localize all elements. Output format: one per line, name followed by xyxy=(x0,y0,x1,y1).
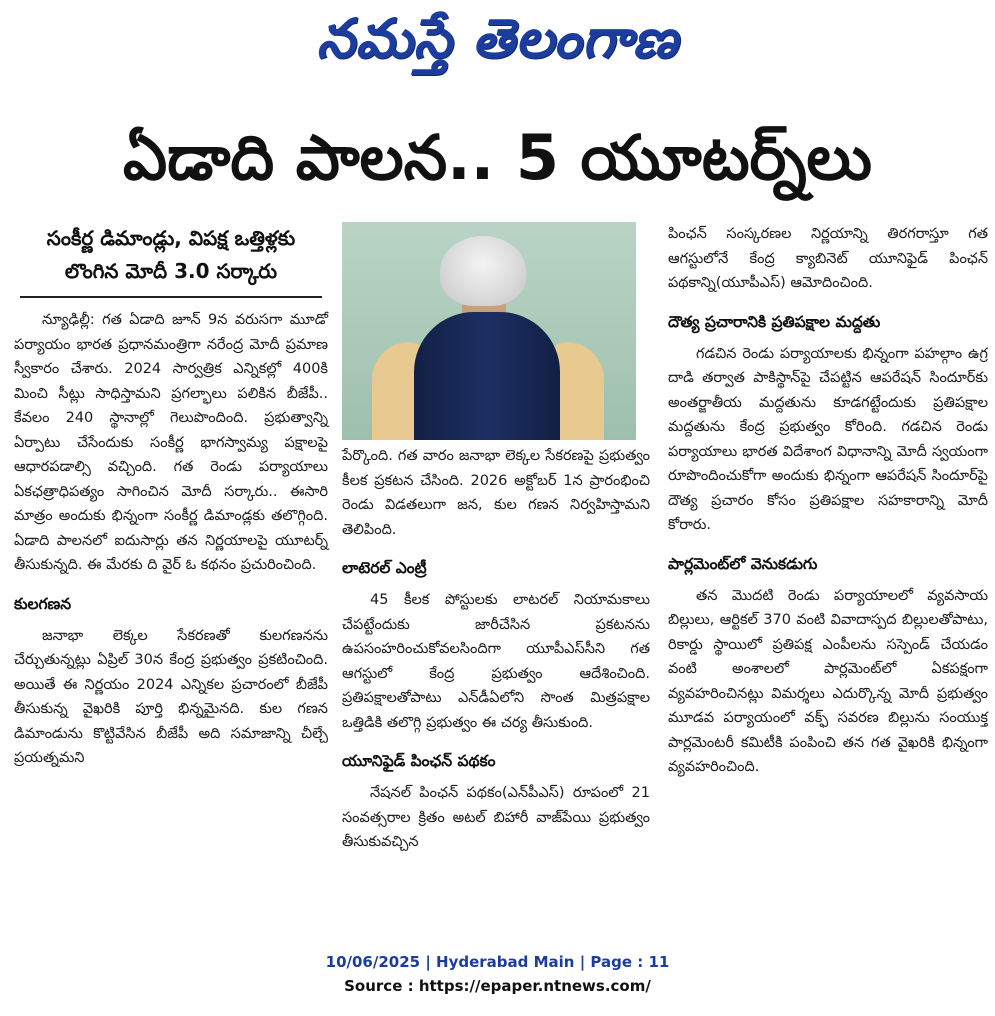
section-heading-unified-pension: యూనిఫైడ్ పింఛన్ పథకం xyxy=(342,752,496,770)
middle-column xyxy=(342,222,650,855)
photo-head xyxy=(440,236,526,306)
subheadline-line-1: సంకీర్ణ డిమాండ్లు, విపక్ష ఒత్తిళ్లకు xyxy=(46,226,296,250)
unified-pension-paragraph: నేషనల్ పింఛన్ పథకం(ఎన్‌పీఎస్) రూపంలో 21 సంవత్సరాల క్రితం అటల్ బిహారీ వాజ్‌పేయి ప్రభుత్వం తీసుకువచ్చిన xyxy=(342,785,650,850)
parliament-paragraph: తన మొదటి రెండు పర్యాయాలలో వ్యవసాయ బిల్లులు, ఆర్టికల్ 370 వంటి వివాదాస్పద బిల్లులతోపాటు, రికార్డు స్థాయిలో ప్రతిపక్ష ఎంపీలను సస్పెండ్ చేయడం వంటి అంశాలలో పార్లమెంట్‌లో ఏకపక్షంగా వ్యవహరించినట్లు విమర్శలు ఎదుర్కొన్న మోదీ ప్రభుత్వం మూడవ పర్యాయంలో వక్ఫ్ సవరణ బిల్లును సంయుక్త పార్లమెంటరీ కమిటీకి పంపించి తన గత వైఖరికి భిన్నంగా వ్యవహరించింది. xyxy=(668,587,988,775)
source-link[interactable]: Source : https://epaper.ntnews.com/ xyxy=(344,977,651,995)
section-heading-caste-census: కులగణన xyxy=(14,594,72,613)
edition-info: 10/06/2025 | Hyderabad Main | Page : 11 xyxy=(325,953,670,971)
photo-vest xyxy=(414,312,560,440)
left-column xyxy=(14,222,328,771)
subheadline-divider xyxy=(20,296,322,298)
diplomacy-paragraph: గడచిన రెండు పర్యాయాలకు భిన్నంగా పహల్గాం ఉగ్ర దాడి తర్వాత పాకిస్థాన్‌పై చేపట్టిన ఆపరేషన్ సిందూర్‌కు అంతర్జాతీయ మద్దతును కూడగట్టేందుకు ప్రతిపక్షాల మద్దతును కేంద్ర ప్రభుత్వం కోరింది. గడచిన రెండు పర్యాయాలు భారత విదేశాంగ విధానాన్ని మోదీ స్వయంగా రూపొందించుకోగా అందుకు భిన్నంగా ఆపరేషన్ సిందూర్‌పై దౌత్య ప్రచారం కోసం ప్రతిపక్షాల సహకారాన్ని మోదీ కోరారు. xyxy=(668,345,988,533)
section-heading-parliament: పార్లమెంట్‌లో వెనుకడుగు xyxy=(668,554,818,573)
caste-census-paragraph: జనాభా లెక్కల సేకరణతో కులగణనను చేర్చుతున్నట్లు ఏప్రిల్ 30న కేంద్ర ప్రభుత్వం ప్రకటించింది. అయితే ఈ నిర్ణయం 2024 ఎన్నికల ప్రచారంలో బీజేపీ తీసుకున్న వైఖరికి పూర్తి భిన్నమైనది. కుల గణన డిమాండును కొట్టివేసిన బీజేపీ అది సమాజాన్ని చీల్చే ప్రయత్నమని xyxy=(14,627,328,766)
section-heading-diplomacy: దౌత్య ప్రచారానికి ప్రతిపక్షాల మద్దతు xyxy=(668,312,881,331)
section-heading-lateral-entry: లాటెరల్ ఎంట్రీ xyxy=(342,559,427,577)
lateral-entry-paragraph: 45 కీలక పోస్టులకు లాటరల్ నియామకాలు చేపట్టేందుకు జారీచేసిన ప్రకటనను ఉపసంహరించుకోవలసిందిగా యూపీఎస్‌సీని గత ఆగస్టులో కేంద్ర ప్రభుత్వం ఆదేశించింది. ప్రతిపక్షాలతోపాటు ఎన్‌డీఏలోని సొంత మిత్రపక్షాల ఒత్తిడికి తలొగ్గి ప్రభుత్వం ఈ చర్య తీసుకుంది. xyxy=(342,592,650,731)
modi-photo xyxy=(342,222,636,440)
page-footer xyxy=(0,950,995,998)
pension-continuation-paragraph: పింఛన్ సంస్కరణల నిర్ణయాన్ని తిరగరాస్తూ గత ఆగస్టులోనే కేంద్ర క్యాబినెట్ యూనిఫైడ్ పింఛన్ పథకాన్ని(యూపీఎస్) ఆమోదించింది. xyxy=(668,226,988,291)
subheadline-line-2: లొంగిన మోదీ 3.0 సర్కారు xyxy=(64,259,278,283)
headline: ఏడాది పాలన.. 5 యూటర్న్‌లు xyxy=(123,121,872,194)
census-announcement-paragraph: పేర్కొంది. గత వారం జనాభా లెక్కల సేకరణపై ప్రభుత్వం కీలక ప్రకటన చేసింది. 2026 అక్టోబర్ 1న ప్రారంభించి రెండు విడతలుగా జన, కుల గణన నిర్వహిస్తామని తెలిపింది. xyxy=(342,448,650,538)
newspaper-name: నమస్తే తెలంగాణ xyxy=(316,6,679,70)
subheadline xyxy=(14,222,328,288)
intro-paragraph: న్యూఢిల్లీ: గత ఏడాది జూన్ 9న వరుసగా మూడో పర్యాయం భారత ప్రధానమంత్రిగా నరేంద్ర మోదీ ప్రమాణ స్వీకారం చేశారు. 2024 సార్వత్రిక ఎన్నికల్లో 400కి మించి సీట్లు సాధిస్తామని ప్రగల్భాలు పలికిన బీజేపీ.. కేవలం 240 స్థానాల్లో గెలుపొందింది. ప్రభుత్వాన్ని ఏర్పాటు చేసేందుకు సంకీర్ణ భాగస్వామ్య పక్షాలపై ఆధారపడాల్సి వచ్చింది. గత రెండు పర్యాయాలు ఏకఛత్రాధిపత్యం సాగించిన మోదీ సర్కారు.. ఈసారి మాత్రం అందుకు భిన్నంగా సంకీర్ణ డిమాండ్లకు తలొగ్గింది. ఏడాది పాలనలో ఐదుసార్లు తన నిర్ణయాలపై యూటర్న్ తీసుకున్నది. ఈ మేరకు ది వైర్ ఓ కథనం ప్రచురించింది. xyxy=(14,312,328,573)
right-column xyxy=(668,222,988,780)
masthead xyxy=(0,0,995,78)
